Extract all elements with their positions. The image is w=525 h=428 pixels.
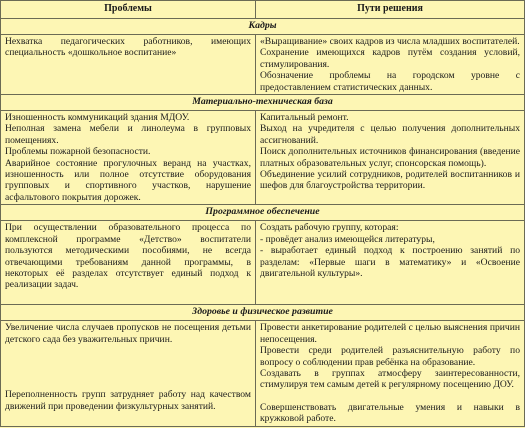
solution-text: «Выращивание» своих кадров из числа младших воспитателей. <box>260 36 520 47</box>
problem-text: Изношенность коммуникаций здания МДОУ. <box>5 112 190 124</box>
solution-text: - провёдет анализ имеющейся литературы, <box>260 233 435 245</box>
problem-text: При осуществлении образовательного процесса по комплексной программе «Детство» воспитатели пользуются методическими пособиями, не всегда отвечающими требованиям данной программы, в некоторых её разделах отсутствует единый подход к реализации задач. <box>5 222 251 291</box>
solution-text: Совершенствовать двигательные умения и навыки в кружковой работе. <box>260 401 520 425</box>
problem-text: Нехватка педагогических работников, имеющих специальность «дошкольное воспитание» <box>5 36 251 59</box>
solution-text: Капитальный ремонт. <box>260 112 349 124</box>
problem-text: Увеличение числа случаев пропусков не посещения детьми детского сада без уважительных причин. <box>5 322 251 345</box>
solution-text: - выработает единый подход к построению занятий по разделам: «Первые шаги в математику» и «Освоение двигательной культуры». <box>260 245 520 279</box>
solution-text: Поиск дополнительных источников финансирования (введение платных образовательных услуг, спонсорская помощь). <box>260 146 520 169</box>
solution-cell <box>256 35 525 95</box>
solution-text: Обозначение проблемы на городском уровне с предоставлением статистических данных. <box>260 70 520 93</box>
section-title: Здоровье и физическое развитие <box>1 305 525 321</box>
solution-text: Объединение усилий сотрудников, родителей воспитанников и шефов для благоустройства территории. <box>260 169 520 192</box>
solution-text: Создавать в группах атмосферу заинтересованности, стимулируя тем самым детей к регулярному посещению ДОУ. <box>260 367 520 391</box>
table-row <box>1 321 525 426</box>
solution-text: Создать рабочую группу, которая: <box>260 222 399 234</box>
spacer <box>5 367 251 378</box>
solution-text: Провести анкетирование родителей с целью выяснения причин непосещения. <box>260 322 520 345</box>
problem-text: Неполная замена мебели и линолеума в групповых помещениях. <box>5 123 251 146</box>
header-solutions: Пути решения <box>256 1 525 19</box>
solution-cell <box>256 111 525 205</box>
problem-cell <box>1 321 256 426</box>
problem-text: Аварийное состояние прогулочных веранд на участках, изношенность или полное отсутствие оборудования групповых и спортивного участков, нарушение асфальтового покрытия дорожек. <box>5 157 251 203</box>
table-row <box>1 111 525 205</box>
section-row <box>1 305 525 321</box>
header-problems: Проблемы <box>1 1 256 19</box>
solution-text: Сохранение имеющихся кадров путём создания условий, стимулирования. <box>260 47 520 70</box>
section-row <box>1 19 525 35</box>
problem-text: Переполненность групп затрудняет работу над качеством движений при проведении физкультурных занятий. <box>5 389 251 412</box>
section-row <box>1 205 525 221</box>
solution-cell <box>256 221 525 305</box>
solution-text: Выход на учредителя с целью получения дополнительных ассигнований. <box>260 123 520 146</box>
spacer <box>5 378 251 389</box>
spacer <box>5 345 251 356</box>
table-row <box>1 35 525 95</box>
header-row <box>1 1 525 19</box>
problem-text: Проблемы пожарной безопасности. <box>5 146 151 158</box>
spacer <box>5 356 251 367</box>
problem-cell <box>1 221 256 305</box>
solution-cell <box>256 321 525 426</box>
problem-cell <box>1 111 256 205</box>
problem-cell <box>1 35 256 95</box>
section-row <box>1 95 525 111</box>
table-body <box>1 19 525 427</box>
section-title: Кадры <box>1 19 525 35</box>
section-title: Материально-техническая база <box>1 95 525 111</box>
solution-text: Провести среди родителей разъяснительную работу по вопросу о соблюдении прав ребёнка на образование. <box>260 345 520 368</box>
table-row <box>1 221 525 305</box>
section-title: Программное обеспечение <box>1 205 525 221</box>
spacer <box>260 391 520 402</box>
